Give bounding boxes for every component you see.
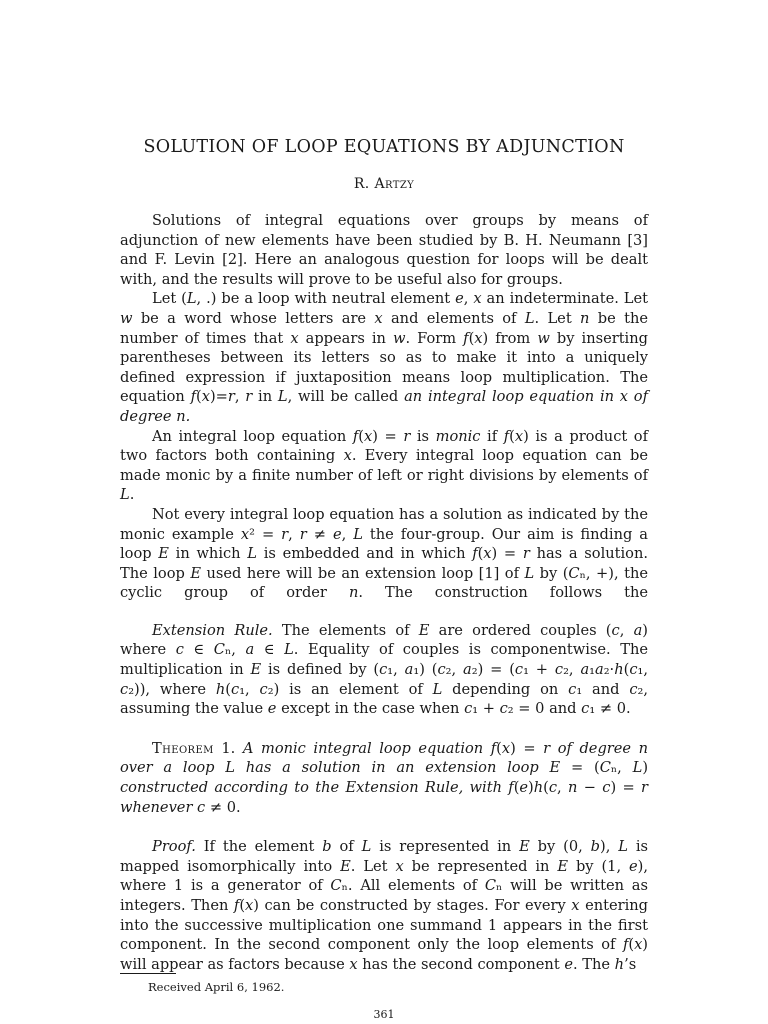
- paragraph-intro: Solutions of integral equations over groups by means of adjunction of new elements have been studied by B. H. Neumann [3] and F. Levin [2]. Here an analogous question for loops will be dealt with, and the results will prove to be useful also for groups.: [120, 212, 648, 288]
- proof: Proof. If the element b of L is represented in E by (0, b), L is mapped isomorphically into E. Let x be represented in E by (1, e), where 1 is a generator of Cₙ. All elements of Cₙ will be written as integers. Then f(x) can be constructed by stages. For every x entering into the successive multiplication one summand 1 appears in the first component. In the second component only the loop elements of f(x) will appear as factors because x has the second component e. The h’s: [120, 838, 649, 973]
- footnote-received: Received April 6, 1962.: [148, 980, 285, 994]
- extension-rule: Extension Rule. The elements of E are ordered couples (c, a) where c ∈ Cₙ, a ∈ L. Equality of couples is componentwise. The multiplication in E is defined by (c₁, a₁) (c₂, a₂) = (c₁ + c₂, a₁a₂·h(c₁, c₂)), where h(c₁, c₂) is an element of L depending on c₁ and c₂, assuming the value e except in the case when c₁ + c₂ = 0 and c₁ ≠ 0.: [120, 621, 648, 718]
- paragraph-aim: Not every integral loop equation has a solution as indicated by the monic example x² = r, r ≠ e, L the four-group. Our aim is finding a loop E in which L is embedded and in which f(x) = r has a solution. The loop E used here will be an extension loop [1] of L by (Cₙ, +), the cyclic group of order n. The construction follows the: [120, 505, 648, 602]
- footnote-rule: [120, 973, 176, 974]
- theorem-1: Theorem 1. A monic integral loop equation f(x) = r of degree n over a loop L has a solution in an extension loop E = (Cₙ, L) constructed according to the Extension Rule, with f(e)h(c, n − c) = r whenever c ≠ 0.: [120, 739, 649, 816]
- page-number: 361: [373, 1008, 395, 1021]
- author-name: R. Artzy: [353, 176, 415, 192]
- article-body: [120, 211, 648, 974]
- paragraph-monic: An integral loop equation f(x) = r is monic if f(x) is a product of two factors both containing x. Every integral loop equation can be made monic by a finite number of left or right divisions by elements of L.: [120, 427, 648, 504]
- paragraph-definitions: Let (L, .) be a loop with neutral element e, x an indeterminate. Let w be a word whose letters are x and elements of L. Let n be the number of times that x appears in w. Form f(x) from w by inserting parentheses between its letters so as to make it into a uniquely defined expression if juxtaposition means loop multiplication. The equation f(x)=r, r in L, will be called an integral loop equation in x of degree n.: [120, 290, 649, 425]
- paper-title: SOLUTION OF LOOP EQUATIONS BY ADJUNCTION: [143, 137, 625, 157]
